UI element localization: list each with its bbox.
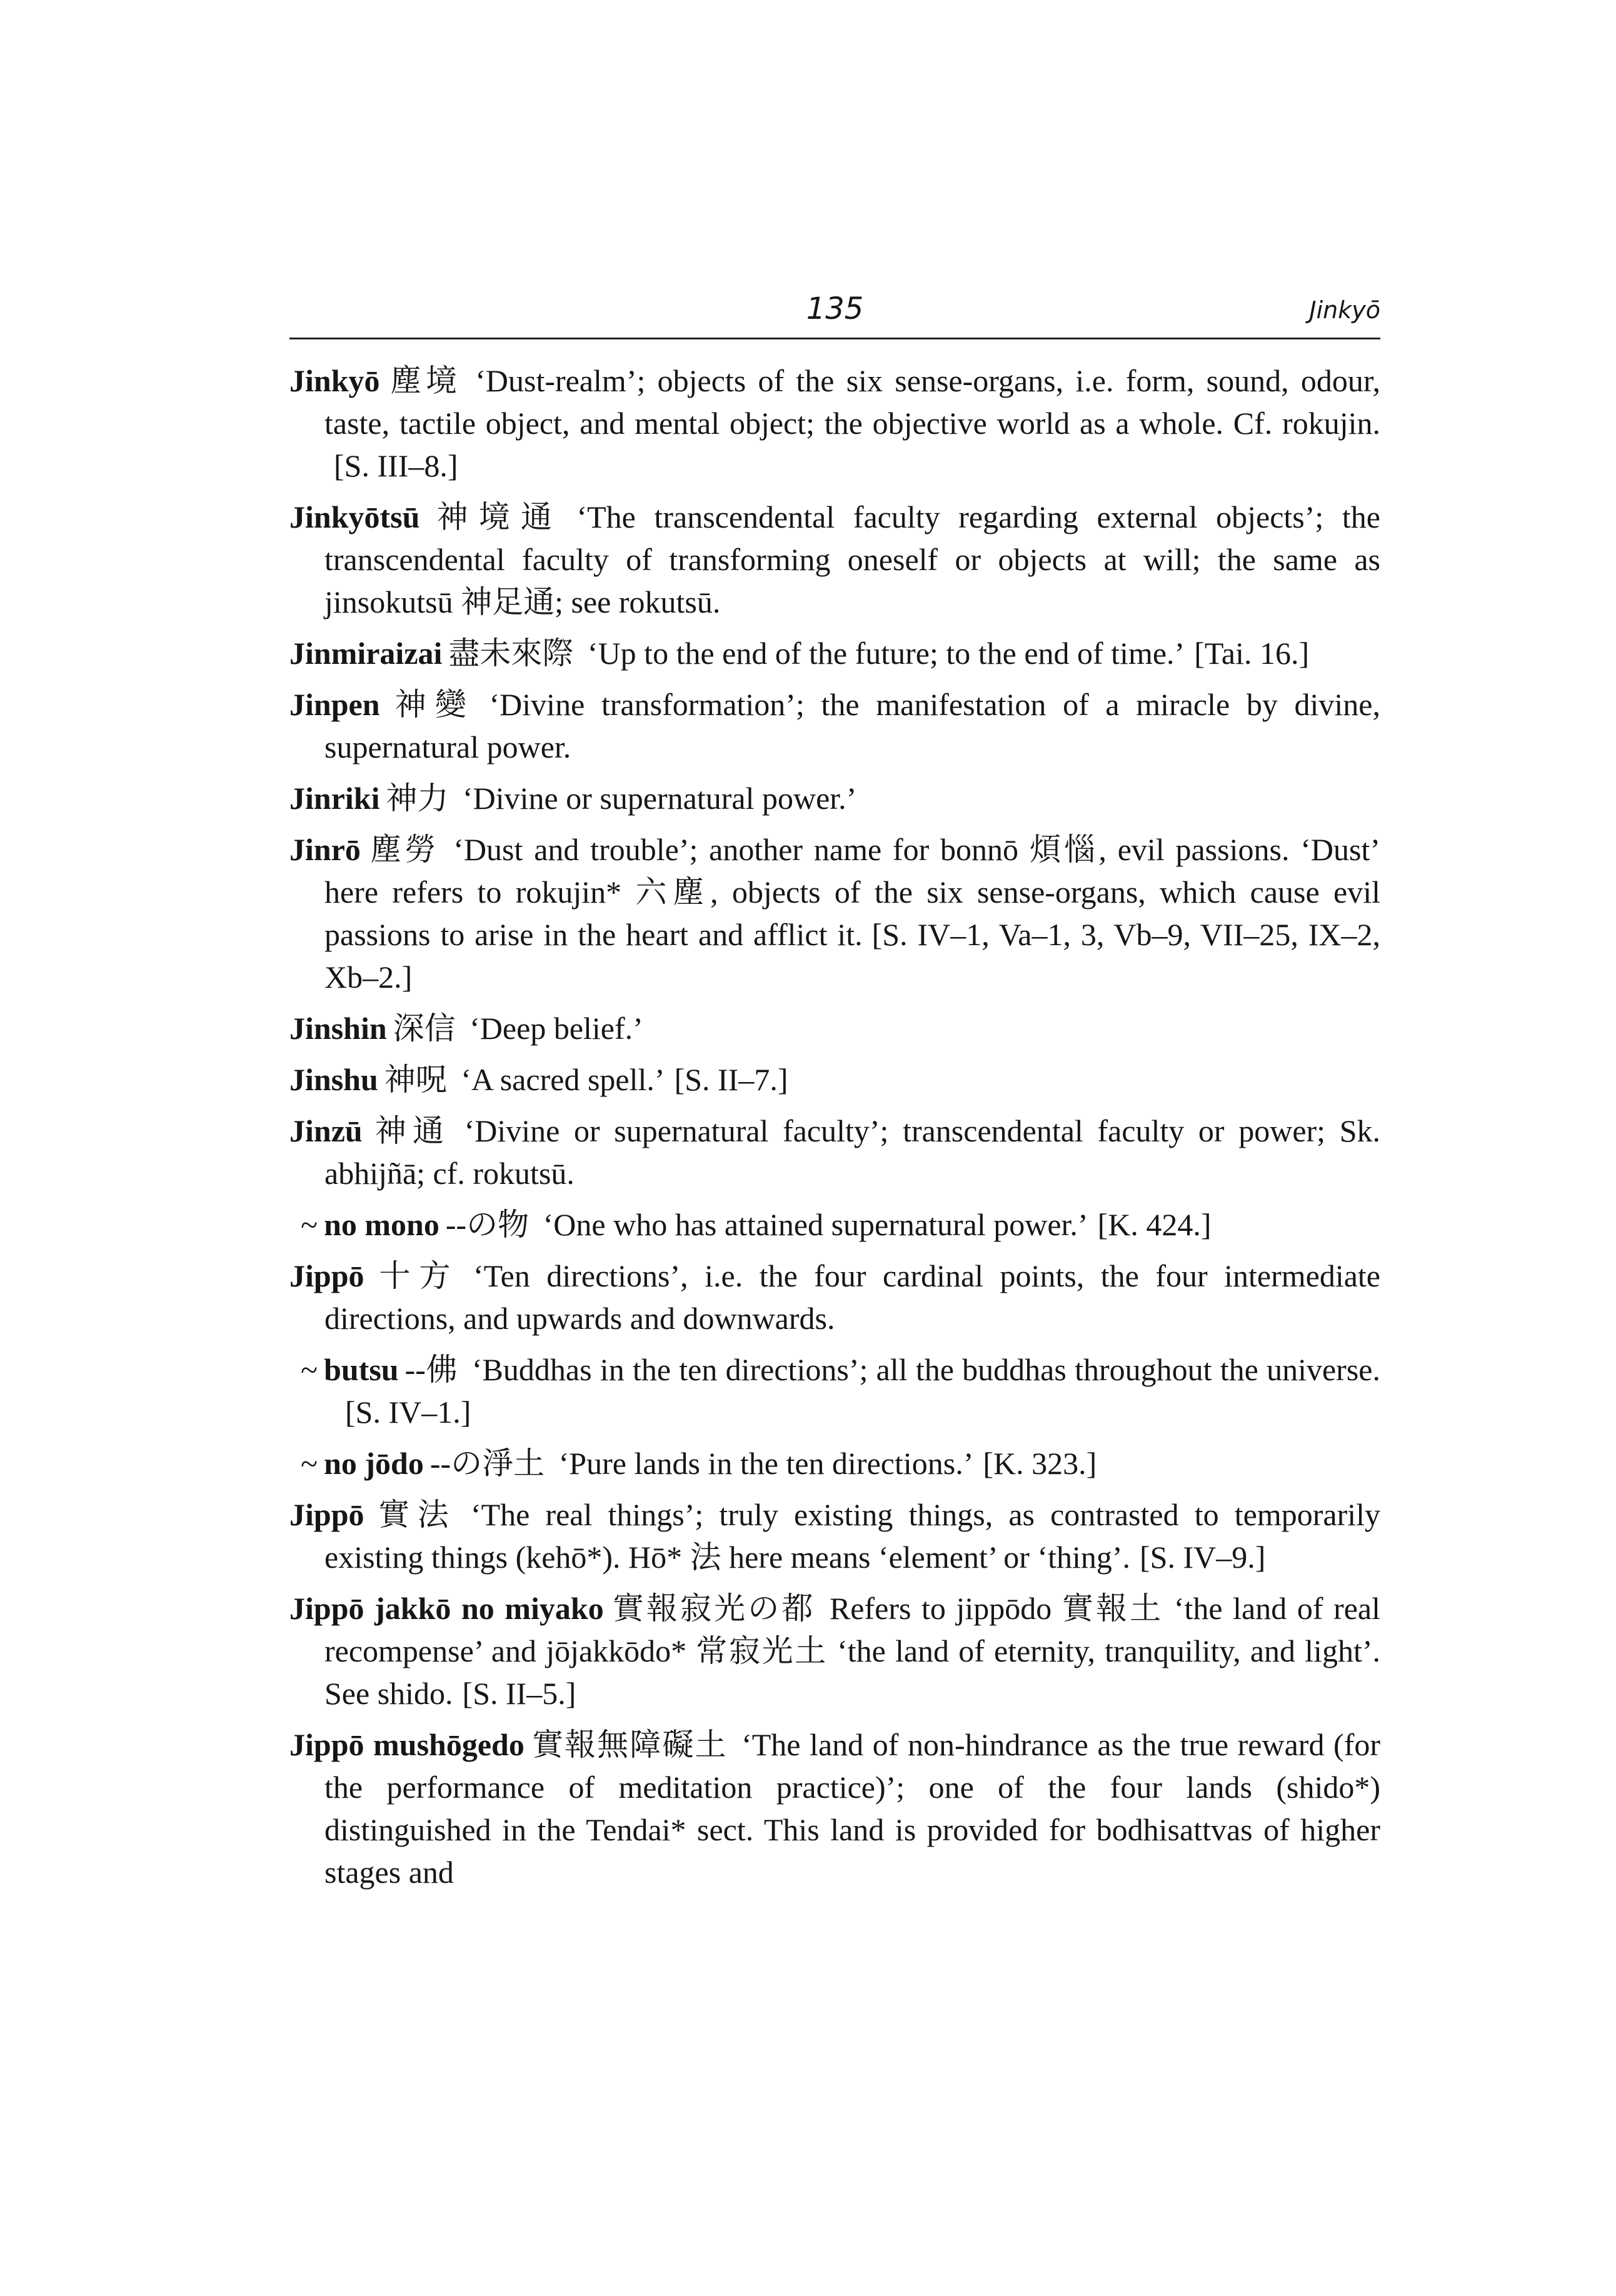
definition: ‘Up to the end of the future; to the end of time.’ xyxy=(587,636,1185,671)
entry-jinro xyxy=(289,828,1380,998)
entry-jinpen xyxy=(289,683,1380,768)
entry-jippo-jakko-no-miyako xyxy=(289,1587,1380,1715)
reference: [K. 424.] xyxy=(1097,1207,1212,1242)
definition: ‘Pure lands in the ten directions.’ xyxy=(558,1446,974,1481)
entry-jippo-ten-directions xyxy=(289,1255,1380,1340)
reference: [S. II–7.] xyxy=(674,1062,788,1097)
kanji-term: 實報無障礙土 xyxy=(530,1727,728,1762)
headword: no jōdo xyxy=(324,1446,424,1481)
definition: ‘A sacred spell.’ xyxy=(461,1062,665,1097)
reference: [S. II–5.] xyxy=(462,1676,576,1711)
definition: ‘The land of non-hindrance as the true reward (for the performance of meditation practice)’; one of the four lands (shido*) distinguished in the Tendai* sect. This land is provided for bodhisattvas of higher stages and xyxy=(324,1727,1381,1890)
definition: ‘Ten directions’, i.e. the four cardinal points, the four intermediate directions, and upwards and downwards. xyxy=(324,1258,1380,1336)
kanji-term: 神境通 xyxy=(426,499,563,534)
kanji-term: 盡未來際 xyxy=(448,636,574,671)
kanji-term: --佛 xyxy=(404,1352,458,1387)
entry-jinzu xyxy=(289,1110,1380,1195)
entry-jinriki xyxy=(289,777,1380,820)
headword: Jinzū xyxy=(289,1113,363,1148)
headword: Jinkyō xyxy=(289,363,380,398)
kanji-term: 十方 xyxy=(370,1258,459,1293)
page-header xyxy=(289,288,1380,339)
headword: Jippō mushōgedo xyxy=(289,1727,524,1762)
dictionary-entries xyxy=(289,359,1380,1902)
running-head: Jinkyō xyxy=(1309,296,1380,324)
headword: butsu xyxy=(324,1352,399,1387)
entry-jinmiraizai xyxy=(289,632,1380,674)
headword: Jippō xyxy=(289,1497,364,1532)
headword: Jinriki xyxy=(289,781,380,816)
kanji-term: 深信 xyxy=(393,1011,456,1046)
entry-jinkyotsu xyxy=(289,496,1380,623)
reference: [Tai. 16.] xyxy=(1194,636,1310,671)
headword: no mono xyxy=(324,1207,439,1242)
kanji-term: --の淨土 xyxy=(429,1446,545,1481)
definition: ‘The transcendental faculty regarding external objects’; the transcendental faculty of transforming oneself or objects at will; the same as jinsokutsū 神足通; see rokutsū. xyxy=(324,499,1381,619)
definition: ‘Buddhas in the ten directions’; all the buddhas throughout the universe. xyxy=(471,1352,1380,1387)
page-number: 135 xyxy=(806,291,864,326)
headword: Jinrō xyxy=(289,832,361,867)
headword: Jinshu xyxy=(289,1062,378,1097)
definition: ‘Divine or supernatural faculty’; transcendental faculty or power; Sk. abhijñā; cf. rokutsū. xyxy=(324,1113,1381,1191)
reference: [S. III–8.] xyxy=(334,448,458,483)
kanji-term: --の物 xyxy=(445,1207,529,1242)
entry-jinkyo xyxy=(289,359,1380,487)
subentry-jippo-butsu xyxy=(301,1348,1380,1433)
subentry-jinzu-no-mono xyxy=(301,1203,1380,1246)
entry-jinshin xyxy=(289,1007,1380,1050)
kanji-term: 實法 xyxy=(370,1497,457,1532)
reference: [K. 323.] xyxy=(983,1446,1097,1481)
reference: [S. IV–9.] xyxy=(1140,1540,1266,1575)
definition: Refers to jippōdo 實報土 ‘the land of real recompense’ and jōjakkōdo* 常寂光土 ‘the land of eternity, tranquility, and light’. See shido. xyxy=(324,1591,1380,1711)
kanji-term: 神力 xyxy=(386,781,449,816)
definition: ‘The real things’; truly existing things, as contrasted to temporarily existing things (kehō*). Hō* 法 here means ‘element’ or ‘thing’. xyxy=(324,1497,1380,1575)
entry-jippo-real-things xyxy=(289,1493,1380,1578)
definition: ‘Dust and trouble’; another name for bonnō 煩惱, evil passions. ‘Dust’ here refers to rokujin* 六塵, objects of the six sense-organs, which cause evil passions to arise in the heart and afflict it. xyxy=(324,832,1380,952)
definition: ‘Divine transformation’; the manifestation of a miracle by divine, supernatural power. xyxy=(324,687,1380,764)
headword: Jinpen xyxy=(289,687,380,722)
subentry-jippo-no-jodo xyxy=(301,1442,1380,1485)
definition: ‘Deep belief.’ xyxy=(469,1011,643,1046)
tilde-mark: ~ xyxy=(301,1207,318,1242)
definition: ‘Divine or supernatural power.’ xyxy=(462,781,857,816)
kanji-term: 神變 xyxy=(386,687,476,722)
kanji-term: 神通 xyxy=(368,1113,451,1148)
definition: ‘Dust-realm’; objects of the six sense-organs, i.e. form, sound, odour, taste, tactile object, and mental object; the objective world as a whole. Cf. rokujin. xyxy=(324,363,1381,441)
definition: ‘One who has attained supernatural power.’ xyxy=(543,1207,1088,1242)
kanji-term: 塵勞 xyxy=(366,832,439,867)
tilde-mark: ~ xyxy=(301,1446,318,1481)
reference: [S. IV–1, Va–1, 3, Vb–9, VII–25, IX–2, Xb–2.] xyxy=(324,917,1381,995)
tilde-mark: ~ xyxy=(301,1352,318,1387)
headword: Jinshin xyxy=(289,1011,387,1046)
reference: [S. IV–1.] xyxy=(345,1395,471,1430)
headword: Jinmiraizai xyxy=(289,636,443,671)
entry-jinshu xyxy=(289,1058,1380,1101)
entry-jippo-mushogedo xyxy=(289,1723,1380,1893)
headword: Jippō xyxy=(289,1258,364,1293)
kanji-term: 塵境 xyxy=(386,363,461,398)
headword: Jippō jakkō no miyako xyxy=(289,1591,604,1626)
headword: Jinkyōtsū xyxy=(289,499,420,534)
kanji-term: 實報寂光の都 xyxy=(610,1591,816,1626)
kanji-term: 神呪 xyxy=(384,1062,447,1097)
